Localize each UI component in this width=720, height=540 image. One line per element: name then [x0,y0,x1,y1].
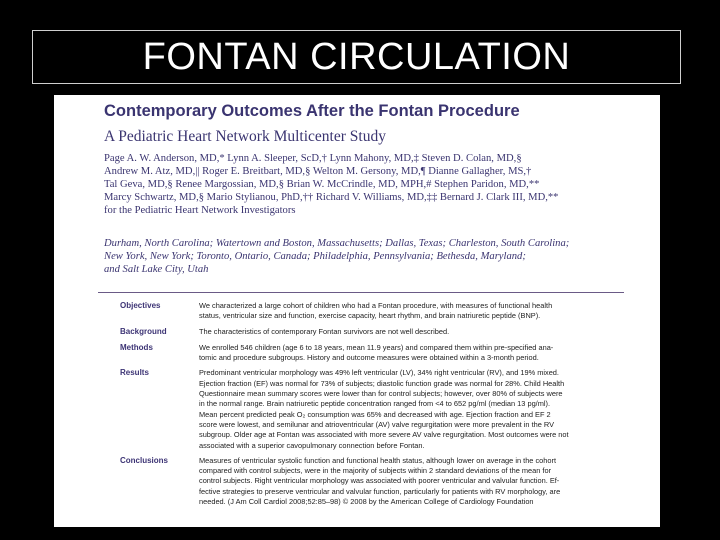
affiliation-list [104,237,656,276]
author-line: for the Pediatric Heart Network Investigators [104,205,296,216]
text-line: Mean percent predicted peak O₂ consumption was 65% and decreased with age. Ejection fraction and EF 2 [199,409,551,419]
abstract-section-conclusions [120,456,660,507]
text-line: We characterized a large cohort of children who had a Fontan procedure, with measures of functional health [199,301,553,310]
text-line: tomic and procedure subgroups. History and outcome measures were obtained within a 3-month period. [199,353,539,363]
affiliation-line: Durham, North Carolina; Watertown and Boston, Massachusetts; Dallas, Texas; Charleston, South Carolina; [104,238,570,249]
text-line: Predominant ventricular morphology was 49% left ventricular (LV), 34% right ventricular (RV), and 19% mixed. [199,368,559,378]
abstract [120,301,660,507]
section-body [199,368,639,450]
section-body [199,456,639,507]
text-line: associated with a superior cavopulmonary connection before Fontan. [199,440,425,450]
section-body [199,343,639,364]
section-body [199,301,639,322]
text-line: Measures of ventricular systolic function and functional health status, although lower on average in the cohort [199,455,557,465]
paper-title: Contemporary Outcomes After the Fontan Procedure [104,102,520,120]
text-line: needed. (J Am Coll Cardiol 2008;52:85–98) © 2008 by the American College of Cardiology Foundation [199,497,534,507]
divider [98,292,624,293]
author-line: Page A. W. Anderson, MD,* Lynn A. Sleeper, ScD,† Lynn Mahony, MD,‡ Steven D. Colan, MD,§ [104,153,522,164]
slide-title: FONTAN CIRCULATION [142,35,571,78]
text-line: The characteristics of contemporary Fontan survivors are not well described. [199,326,450,336]
text-line: We enrolled 546 children (age 6 to 18 years, mean 11.9 years) and compared them within pre-specified ana- [199,342,554,352]
text-line: score were lowest, and semilunar and atrioventricular (AV) valve regurgitation were more prevalent in the RV [199,419,555,429]
text-line: Questionnaire mean summary scores were lower than for control subjects; however, over 80% of subjects were [199,389,563,399]
text-line: fective strategies to preserve ventricular and valvular function, particularly for patients with RV morphology, are [199,486,561,496]
affiliation-line: and Salt Lake City, Utah [104,264,209,275]
paper-subtitle: A Pediatric Heart Network Multicenter Study [104,128,386,145]
text-line: control subjects. Right ventricular morphology was associated with poorer ventricular and valvular function. Ef- [199,476,560,486]
text-line: Ejection fraction (EF) was normal for 73% of subjects; diastolic function grade was normal for 28%. Child Health [199,378,565,388]
paper-excerpt [54,95,660,527]
author-list [104,152,656,217]
author-line: Marcy Schwartz, MD,§ Mario Stylianou, PhD,†† Richard V. Williams, MD,‡‡ Bernard J. Clark III, MD,** [104,192,559,203]
section-body [199,327,639,337]
abstract-section-background [120,327,660,337]
abstract-section-objectives [120,301,660,322]
author-line: Tal Geva, MD,§ Renee Margossian, MD,§ Brian W. McCrindle, MD, MPH,# Stephen Paridon, MD,** [104,179,540,190]
abstract-section-results [120,368,660,450]
text-line: status, ventricular size and function, exercise capacity, heart rhythm, and brain natriuretic peptide (BNP). [199,311,541,321]
section-label: Background [120,326,167,336]
text-line: compared with control subjects, were in the majority of subjects within 2 standard deviations of the mean for [199,466,552,476]
text-line: subgroup. Older age at Fontan was associated with more severe AV valve regurgitation. Most outcomes were not [199,430,569,440]
affiliation-line: New York, New York; Toronto, Ontario, Canada; Philadelphia, Pennsylvania; Bethesda, Maryland; [104,251,526,262]
slide-title-box [32,30,681,84]
abstract-section-methods [120,343,660,364]
text-line: in the normal range. Brain natriuretic peptide concentration ranged from <4 to 652 pg/ml (median 13 pg/ml). [199,399,551,409]
section-label: Methods [120,342,153,352]
section-label: Conclusions [120,455,169,465]
section-label: Objectives [120,301,161,310]
section-label: Results [120,368,149,378]
author-line: Andrew M. Atz, MD,|| Roger E. Breitbart, MD,§ Welton M. Gersony, MD,¶ Dianne Gallagher, MS,† [104,166,532,177]
